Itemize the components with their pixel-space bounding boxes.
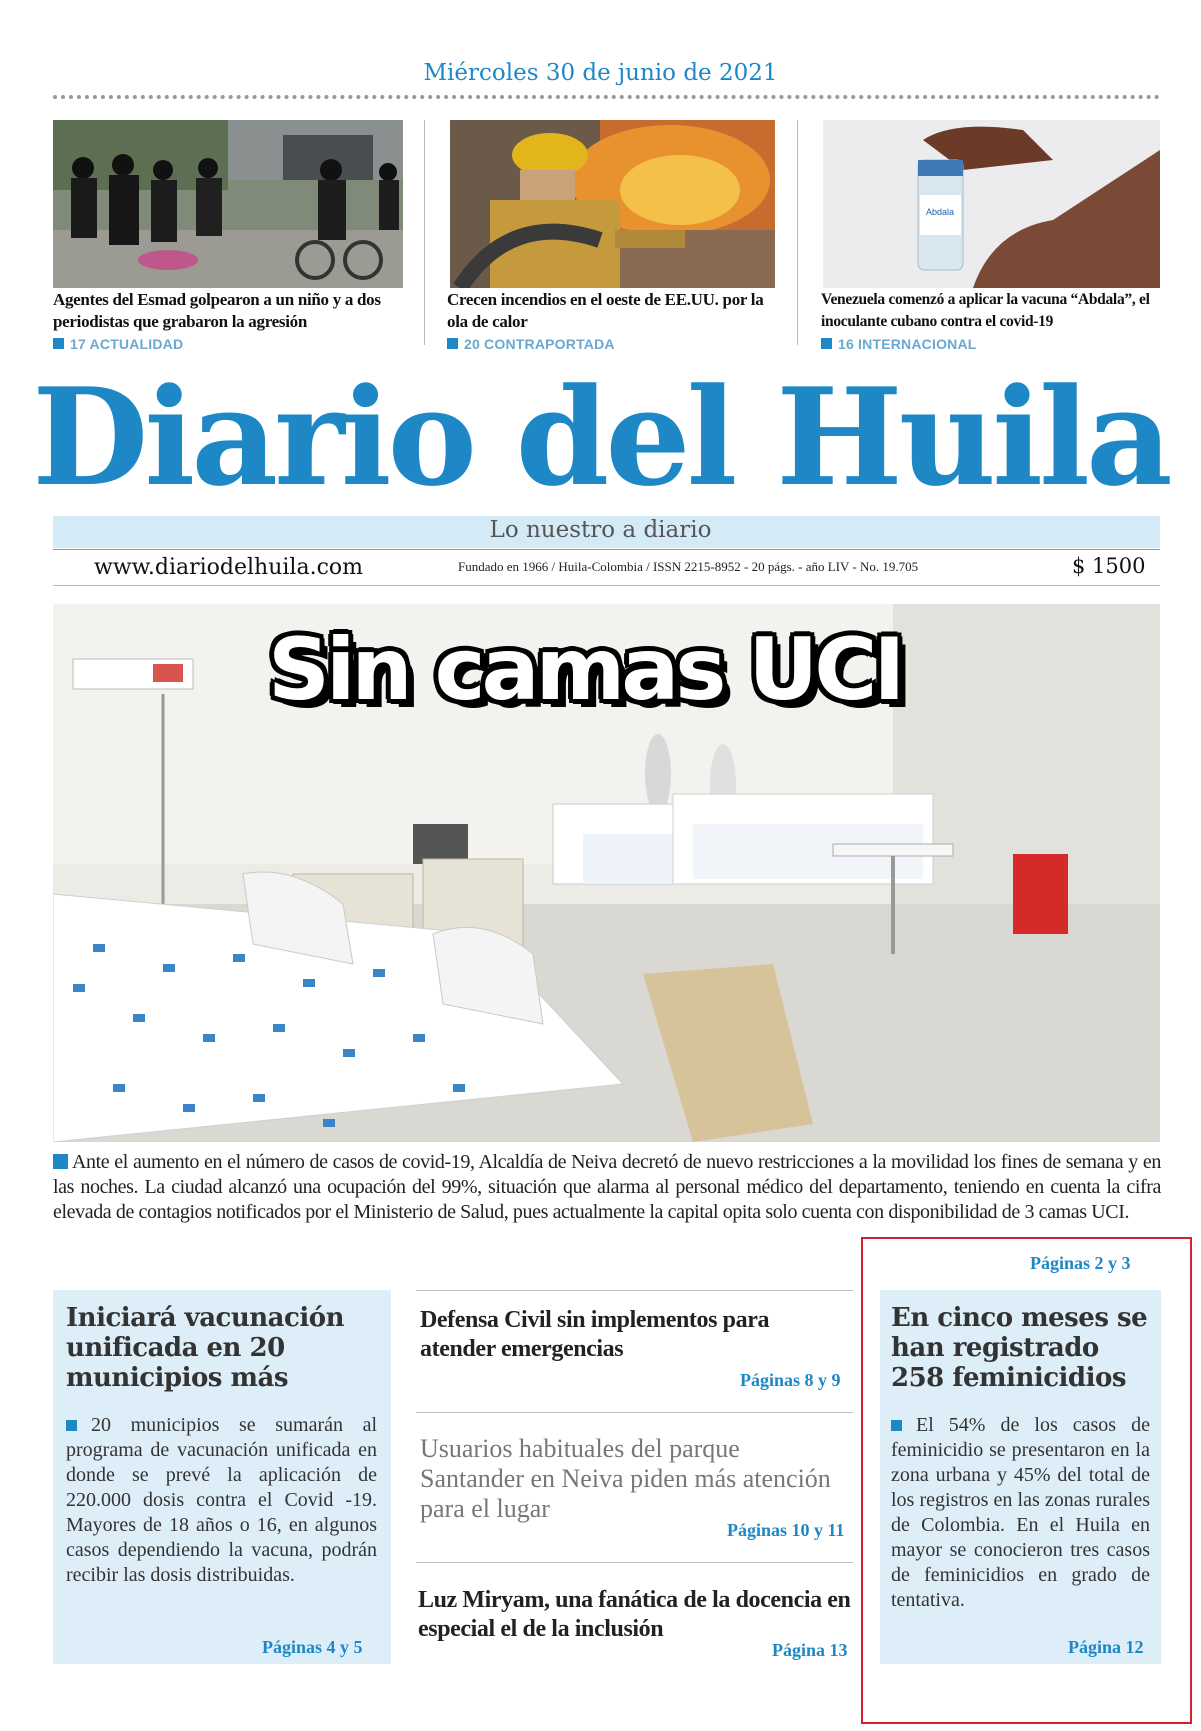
teaser-title[interactable]: Crecen incendios en el oeste de EE.UU. por la ola de calor	[447, 290, 764, 331]
right-story-title[interactable]: En cinco meses se han registrado 258 feminicidios	[891, 1303, 1148, 1393]
teaser-section-label: 20 CONTRAPORTADA	[464, 336, 615, 352]
middle-story-title[interactable]: Luz Miryam, una fanática de la docencia en especial el de la inclusión	[418, 1587, 851, 1642]
right-story-text: El 54% de los casos de feminicidio se presentaron en la zona urbana y 45% del total de los registros en las zonas rurales de Colombia. En el Huila en mayor se conocieron tres casos de feminicidios en grado de tentativa.	[891, 1414, 1150, 1611]
right-story-pages-link[interactable]: Página 12	[1068, 1637, 1144, 1657]
left-story-text: 20 municipios se sumarán al programa de vacunación unificada en donde se prevé la aplicación de 220.000 dosis contra el Covid -19. Mayores de 18 años o 16, en algunos casos dependiendo la vacuna, podrán recibir las dosis distribuidas.	[66, 1414, 377, 1586]
section-marker-icon	[66, 1420, 77, 1431]
main-story-pages-link[interactable]: Páginas 2 y 3	[1030, 1253, 1131, 1273]
teaser-section-label: 16 INTERNACIONAL	[838, 336, 977, 352]
tagline: Lo nuestro a diario	[489, 517, 712, 543]
masthead-rule	[53, 585, 1160, 586]
left-story-pages-link[interactable]: Páginas 4 y 5	[262, 1637, 363, 1657]
section-marker-icon	[821, 338, 832, 349]
section-marker-icon	[53, 1154, 68, 1169]
middle-story-pages-link[interactable]: Páginas 10 y 11	[727, 1520, 845, 1540]
teaser-section	[53, 336, 183, 352]
middle-story-pages-link[interactable]: Páginas 8 y 9	[740, 1370, 841, 1390]
teaser-title[interactable]: Venezuela comenzó a aplicar la vacuna “Abdala”, el inoculante cubano contra el covid-19	[821, 291, 1150, 330]
section-marker-icon	[447, 338, 458, 349]
publication-info: Fundado en 1966 / Huila-Colombia / ISSN 2215-8952 - 20 págs. - año LIV - No. 19.705	[458, 559, 919, 574]
masthead-rule	[53, 549, 1160, 550]
middle-story-title[interactable]: Defensa Civil sin implementos para atender emergencias	[420, 1307, 770, 1362]
left-story-body	[66, 1413, 377, 1588]
teaser-divider	[797, 120, 798, 345]
middle-divider	[416, 1412, 853, 1413]
website-link[interactable]: www.diariodelhuila.com	[94, 555, 363, 580]
teaser-section	[447, 336, 615, 352]
main-story-caption	[53, 1150, 1161, 1225]
newspaper-masthead[interactable]: Diario del Huila	[32, 358, 1169, 516]
firefighter-photo[interactable]	[450, 120, 775, 288]
teaser-divider	[424, 120, 425, 345]
section-marker-icon	[53, 338, 64, 349]
header-divider	[53, 95, 1160, 99]
middle-story-title[interactable]: Usuarios habituales del parque Santander en Neiva piden más atención para el lugar	[420, 1434, 831, 1523]
issue-date: Miércoles 30 de junio de 2021	[423, 60, 778, 86]
vial-label: Abdala	[925, 207, 955, 217]
teaser-title[interactable]: Agentes del Esmad golpearon a un niño y a dos periodistas que grabaron la agresión	[53, 290, 381, 331]
middle-story-pages-link[interactable]: Página 13	[772, 1640, 848, 1660]
middle-divider	[416, 1562, 853, 1563]
left-story-title[interactable]: Iniciará vacunación unificada en 20 municipios más	[66, 1303, 344, 1393]
teaser-section-label: 17 ACTUALIDAD	[70, 336, 184, 352]
caption-text: Ante el aumento en el número de casos de covid-19, Alcaldía de Neiva decretó de nuevo restricciones a la movilidad los fines de semana y en las noches. La ciudad alcanzó una ocupación del 99%, situación que alarma al personal médico del departamento, teniendo en cuenta la cifra elevada de contagios notificados por el Ministerio de Salud, pues actualmente la capital opita solo cuenta con disponibilidad de 3 camas UCI.	[53, 1151, 1161, 1223]
vaccine-vial-photo[interactable]	[823, 120, 1160, 288]
teaser-section	[821, 336, 977, 352]
police-protest-photo[interactable]	[53, 120, 403, 288]
main-headline[interactable]: Sin camas UCI	[268, 620, 902, 720]
cover-price: $ 1500	[1072, 554, 1146, 578]
middle-divider	[416, 1290, 853, 1291]
highlight-outline	[861, 1237, 1192, 1724]
